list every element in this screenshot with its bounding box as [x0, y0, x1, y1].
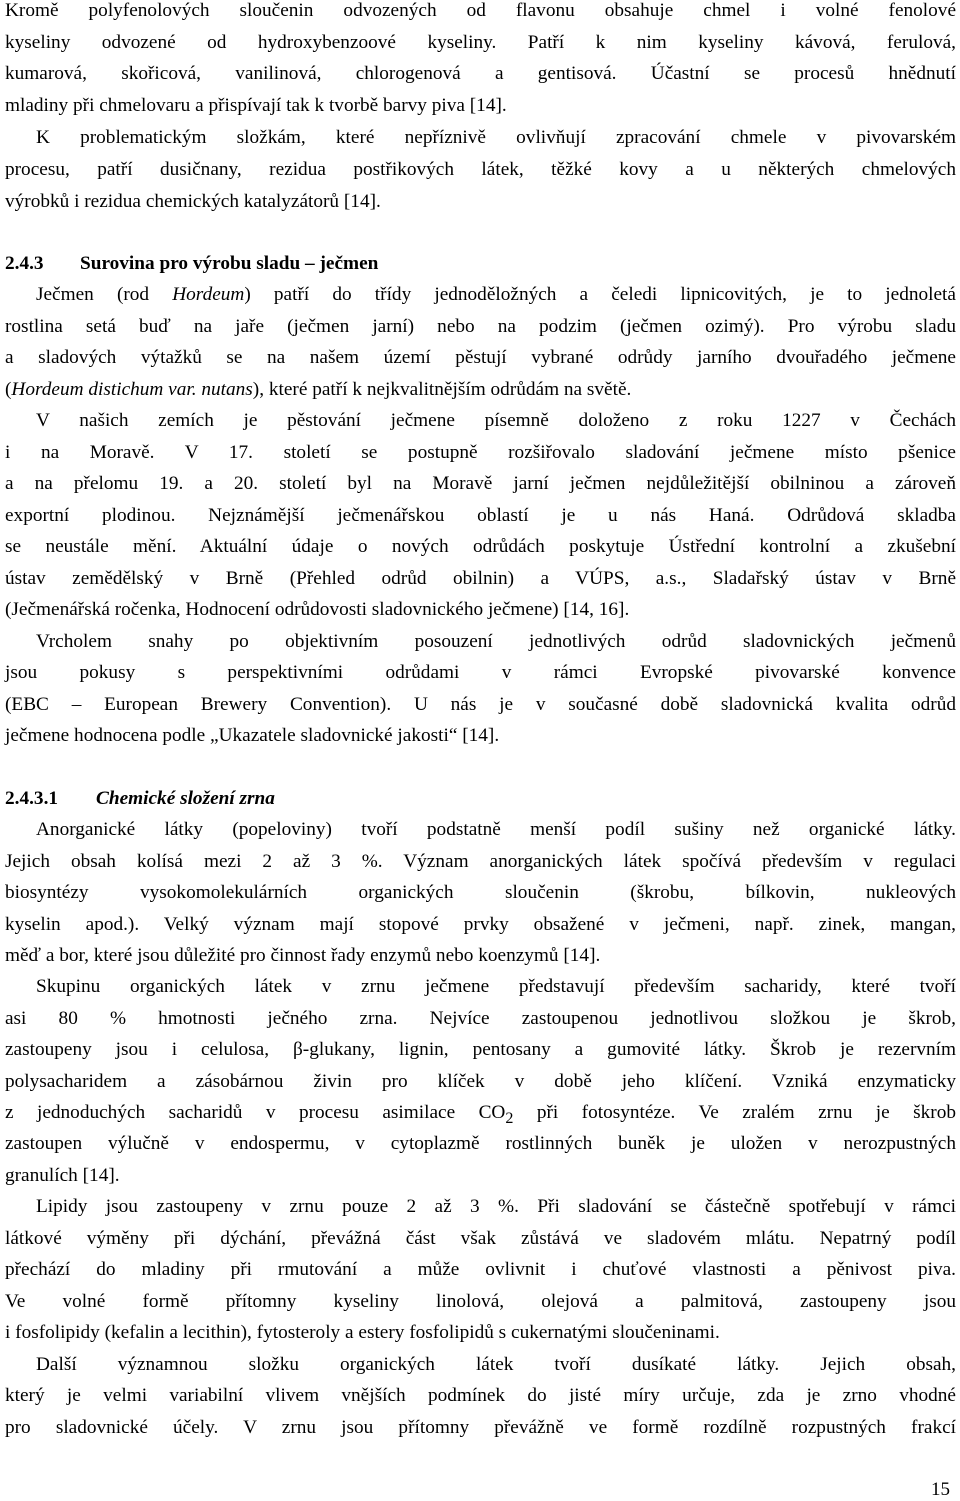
text-line: granulích [14]. — [5, 1165, 120, 1186]
text-line: (Hordeum distichum var. nutans), které patří k nejkvalitnějším odrůdám na světě. — [5, 379, 632, 400]
text-line: K problematickým složkám, které nepříznivě ovlivňují zpracování chmele v pivovarském — [36, 127, 956, 148]
text-line: Ve volné formě přítomny kyseliny linolová, olejová a palmitová, zastoupeny jsou — [5, 1291, 956, 1312]
text-line: polysacharidem a zásobárnou živin pro klíček v době jeho klíčení. Vzniká enzymaticky — [5, 1071, 956, 1092]
section-heading — [5, 253, 956, 277]
text-line: kumarová, skořicová, vanilinová, chlorogenová a gentisová. Účastní se procesů hnědnutí — [5, 63, 956, 84]
text-line: Další významnou složku organických látek tvoří dusíkaté látky. Jejich obsah, — [36, 1354, 956, 1375]
text-line: zastoupen výlučně v endospermu, v cytoplazmě rostlinných buněk je uložen v nerozpustných — [5, 1133, 956, 1154]
subsection-heading — [5, 788, 956, 812]
text-line: biosyntézy vysokomolekulárních organických sloučenin (škrobu, bílkovin, nukleových — [5, 882, 956, 903]
subscript-2: 2 — [505, 1109, 514, 1127]
text-line: Ječmen (rod Hordeum) patří do třídy jednoděložných a čeledi lipnicovitých, je to jednoletá — [36, 284, 956, 305]
text-line: Jejich obsah kolísá mezi 2 až 3 %. Význam anorganických látek spočívá především v regulaci — [5, 851, 956, 872]
latin-term: Hordeum distichum var. nutans — [11, 379, 253, 400]
text-line: a sladových výtažků se na našem území pěstují vybrané odrůdy jarního dvouřadého ječmene — [5, 347, 956, 368]
text-line: (EBC – European Brewery Convention). U nás je v současné době sladovnická kvalita odrůd — [5, 694, 956, 715]
text-line: (Ječmenářská ročenka, Hodnocení odrůdovosti sladovnického ječmene) [14, 16]. — [5, 599, 630, 620]
text-line: přechází do mladiny při rmutování a může ovlivnit i chuťové vlastnosti a pěnivost piva. — [5, 1259, 956, 1280]
text-line: mladiny při chmelovaru a přispívají tak k tvorbě barvy piva [14]. — [5, 95, 507, 116]
text-line: ústav zemědělský v Brně (Přehled odrůd obilnin) a VÚPS, a.s., Sladařský ústav v Brně — [5, 568, 956, 589]
text-line: V našich zemích je pěstování ječmene písemně doloženo z roku 1227 v Čechách — [36, 410, 956, 431]
text-line: i fosfolipidy (kefalin a lecithin), fytosteroly a estery fosfolipidů s cukernatými sloučeninami. — [5, 1322, 720, 1343]
text-line: výrobků i rezidua chemických katalyzátorů [14]. — [5, 191, 381, 212]
text-line: exportní plodinou. Nejznámější ječmenářskou oblastí je u nás Haná. Odrůdová skladba — [5, 505, 956, 526]
text-line: se neustále mění. Aktuální údaje o nových odrůdách poskytuje Ústřední kontrolní a zkušební — [5, 536, 956, 557]
text-line: Vrcholem snahy po objektivním posouzení jednotlivých odrůd sladovnických ječmenů — [36, 631, 956, 652]
text-line: z jednoduchých sacharidů v procesu asimilace $CO_2$ při fotosyntéze. Ve zralém zrnu je škrob — [5, 1102, 956, 1127]
text-line: a na přelomu 19. a 20. století byl na Moravě jarní ječmen nejdůležitější obilninou a zároveň — [5, 473, 956, 494]
subsection-title: Chemické složení zrna — [96, 788, 275, 809]
text-line: jsou pokusy s perspektivními odrůdami v rámci Evropské pivovarské konvence — [5, 662, 956, 683]
text-line: rostlina setá buď na jaře (ječmen jarní) nebo na podzim (ječmen ozimý). Pro výrobu sladu — [5, 316, 956, 337]
text-line: Kromě polyfenolových sloučenin odvozených od flavonu obsahuje chmel i volné fenolové — [5, 0, 956, 21]
latin-term: Hordeum — [172, 284, 245, 305]
text-line: kyselin apod.). Velký význam mají stopové prvky obsažené v ječmeni, např. zinek, mangan, — [5, 914, 956, 935]
text-line: zastoupeny jsou i celulosa, β-glukany, lignin, pentosany a gumovité látky. Škrob je rezervním — [5, 1039, 956, 1060]
text-line: který je velmi variabilní vlivem vnějších podmínek do jisté míry určuje, zda je zrno vhodné — [5, 1385, 956, 1406]
text-line: ječmene hodnocena podle „Ukazatele sladovnické jakosti“ [14]. — [5, 725, 500, 746]
text-line: Lipidy jsou zastoupeny v zrnu pouze 2 až 3 %. Při sladování se částečně spotřebují v rámci — [36, 1196, 956, 1217]
subsection-number: 2.4.3.1 — [5, 788, 59, 809]
text-line: látkové výměny při dýchání, převážná část však zůstává ve sladovém mlátu. Nepatrný podíl — [5, 1228, 956, 1249]
text-line: kyseliny odvozené od hydroxybenzoové kyseliny. Patří k nim kyseliny kávová, ferulová, — [5, 32, 956, 53]
text-line: i na Moravě. V 17. století se postupně rozšiřovalo sladování ječmene místo pšenice — [5, 442, 956, 463]
text-line: Anorganické látky (popeloviny) tvoří podstatně menší podíl sušiny než organické látky. — [36, 819, 956, 840]
text-line: procesu, patří dusičnany, rezidua postřikových látek, těžké kovy a u některých chmelových — [5, 159, 956, 180]
page-number: 15 — [931, 1479, 950, 1500]
section-title: Surovina pro výrobu sladu – ječmen — [80, 253, 379, 274]
section-number: 2.4.3 — [5, 253, 44, 274]
text-line: pro sladovnické účely. V zrnu jsou přítomny převážně ve formě rozdílně rozpustných frakcí — [5, 1417, 956, 1438]
text-line: asi 80 % hmotnosti ječného zrna. Nejvíce zastoupenou jednotlivou složkou je škrob, — [5, 1008, 956, 1029]
text-line: měď a bor, které jsou důležité pro činnost řady enzymů nebo koenzymů [14]. — [5, 945, 601, 966]
text-line: Skupinu organických látek v zrnu ječmene představují především sacharidy, které tvoří — [36, 976, 956, 997]
